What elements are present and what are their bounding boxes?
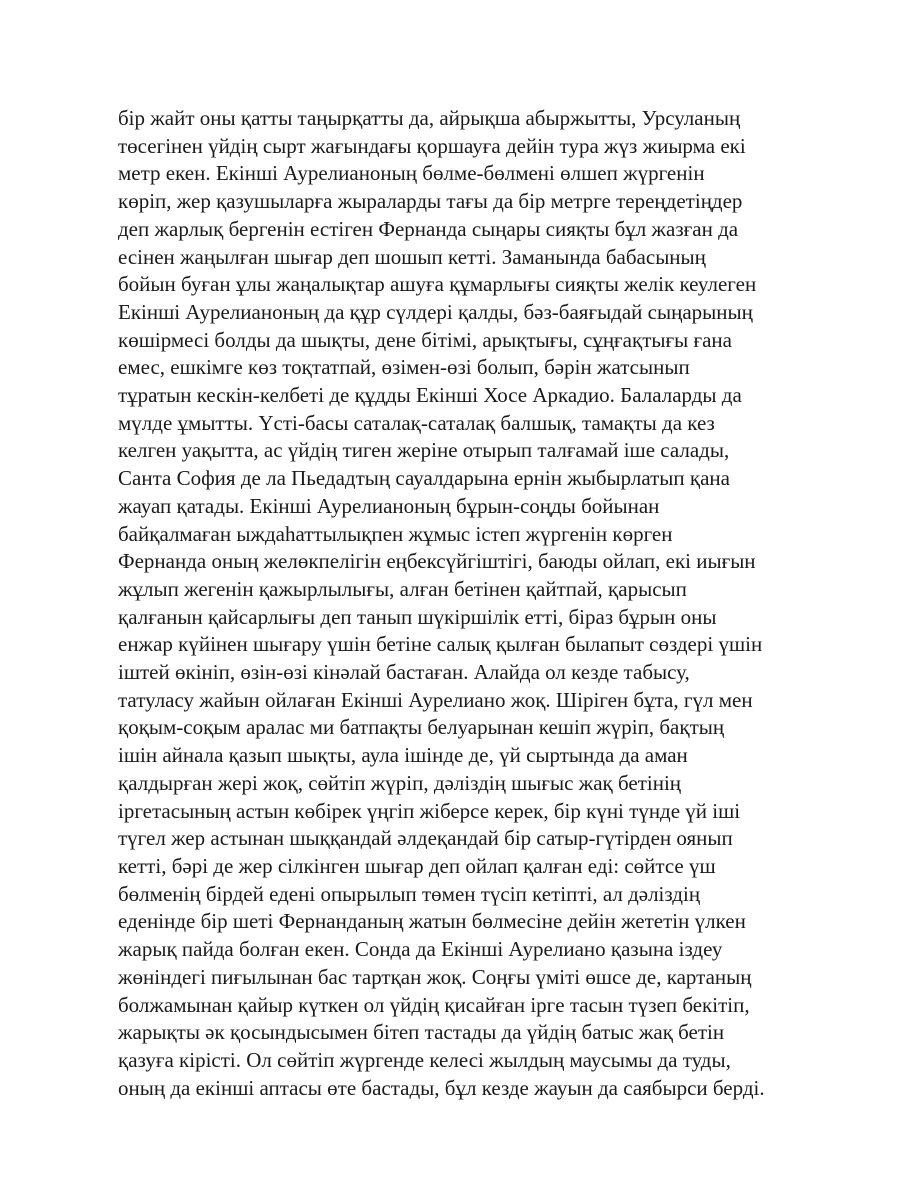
text-line: бір жайт оны қатты таңырқатты да, айрықша абыржытты, Урсуланың (118, 106, 741, 130)
text-line: жұлып жегенін қажырлылығы, алған бетінен қайтпай, қарысып (118, 576, 687, 601)
text-line: көшірмесі болды да шықты, дене бітімі, арықтығы, сұңғақтығы ғана (118, 327, 732, 352)
text-line: іргетасының астын көбірек үңгіп жіберсе керек, бір күні түнде үй іші (118, 798, 741, 823)
text-line: оның да екінші аптасы өте бастады, бұл кезде жауын да саябырси берді. (118, 1075, 765, 1100)
text-line: жауап қатады. Екінші Аурелианоның бұрын-соңды бойынан (118, 493, 660, 518)
text-line: болжамынан қайыр күткен ол үйдің қисайған іргe тасын түзеп бекітіп, (118, 992, 750, 1017)
text-line: Фернанда оның желөкпелігін еңбексүйгіштігі, баюды ойлап, екі иығын (118, 549, 756, 574)
text-line: төсегінен үйдің сырт жағындағы қоршауға дейін тура жүз жиырма екі (118, 133, 746, 158)
text-line: бойын буған ұлы жаңалықтар ашуға құмарлығы сияқты желік кеулеген (118, 272, 757, 297)
text-line: іштей өкініп, өзін-өзі кінәлай бастаған. Алайда ол кезде табысу, (118, 660, 690, 685)
text-line: ішін айнала қазып шықты, аула ішінде де, үй сыртында да аман (118, 743, 688, 768)
text-line: қалдырған жері жоқ, сөйтіп жүріп, дәліздің шығыс жақ бетінің (118, 770, 682, 795)
text-line: тұратын кескін-келбеті де құдды Екінші Хосе Аркадио. Балаларды да (118, 383, 742, 408)
text-line: деп жарлық бергенін естіген Фернанда сыңары сияқты бұл жазған да (118, 216, 739, 241)
text-line: түгел жер астынан шыққандай әлдеқандай бір сатыр-гүтірден оянып (118, 826, 733, 851)
body-paragraph (118, 105, 818, 1102)
text-line: жарық пайда болған екен. Сонда да Екінші Аурелиано қазына іздеу (118, 937, 723, 962)
text-line: еденінде бір шеті Фернанданың жатын бөлмесіне дейін жететін үлкен (118, 909, 746, 934)
text-line: Екінші Аурелианоның да құр сүлдері қалды, бәз-баяғыдай сыңарының (118, 299, 753, 324)
text-line: мүлде ұмытты. Үсті-басы саталақ-саталақ балшық, тамақты да кез (118, 410, 715, 435)
text-line: кетті, бәрі де жер сілкінген шығар деп ойлап қалған еді: сөйтсе үш (118, 853, 716, 878)
text-line: метр екен. Екінші Аурелианоның бөлме-бөлмені өлшеп жүргенін (118, 161, 705, 186)
text-line: емес, ешкімге көз тоқтатпай, өзімен-өзі болып, бәрін жатсынып (118, 355, 690, 380)
text-line: Санта София де ла Пьедадтың сауалдарына ернін жыбырлатып қана (118, 466, 730, 491)
text-line: қазуға кірісті. Ол сөйтіп жүргенде келесі жылдың маусымы да туды, (118, 1047, 731, 1072)
text-line: есінен жаңылған шығар деп шошып кетті. Заманында бабасының (118, 244, 706, 269)
text-line: бөлменің бірдей едені опырылып төмен түсіп кетіпті, ал дәліздің (118, 881, 701, 906)
text-line: жөніндегі пиғылынан бас тартқан жоқ. Соңғы үміті өшсе де, картаның (118, 964, 752, 989)
text-line: келген уақытта, ас үйдің тиген жеріне отырып талғамай іше салады, (118, 438, 730, 463)
text-line: қалғанын қайсарлығы деп танып шүкіршілік етті, біраз бұрын оны (118, 604, 717, 629)
text-line: енжар күйінен шығару үшін бетіне салық қылған былапыт сөздері үшін (118, 632, 763, 657)
text-line: байқалмаған ыждаһаттылықпен жұмыс істеп жүргенін көрген (118, 521, 673, 546)
text-line: жарықты әк қосындысымен бітеп тастады да үйдің батыс жақ бетін (118, 1020, 725, 1045)
text-line: татуласу жайын ойлаған Екінші Аурелиано жоқ. Шіріген бұта, гүл мен (118, 687, 753, 712)
text-line: көріп, жер қазушыларға жыраларды тағы да бір метрге тереңдетіңдер (118, 189, 743, 214)
text-line: қоқым-соқым аралас ми батпақты белуарынан кешіп жүріп, бақтың (118, 715, 725, 740)
